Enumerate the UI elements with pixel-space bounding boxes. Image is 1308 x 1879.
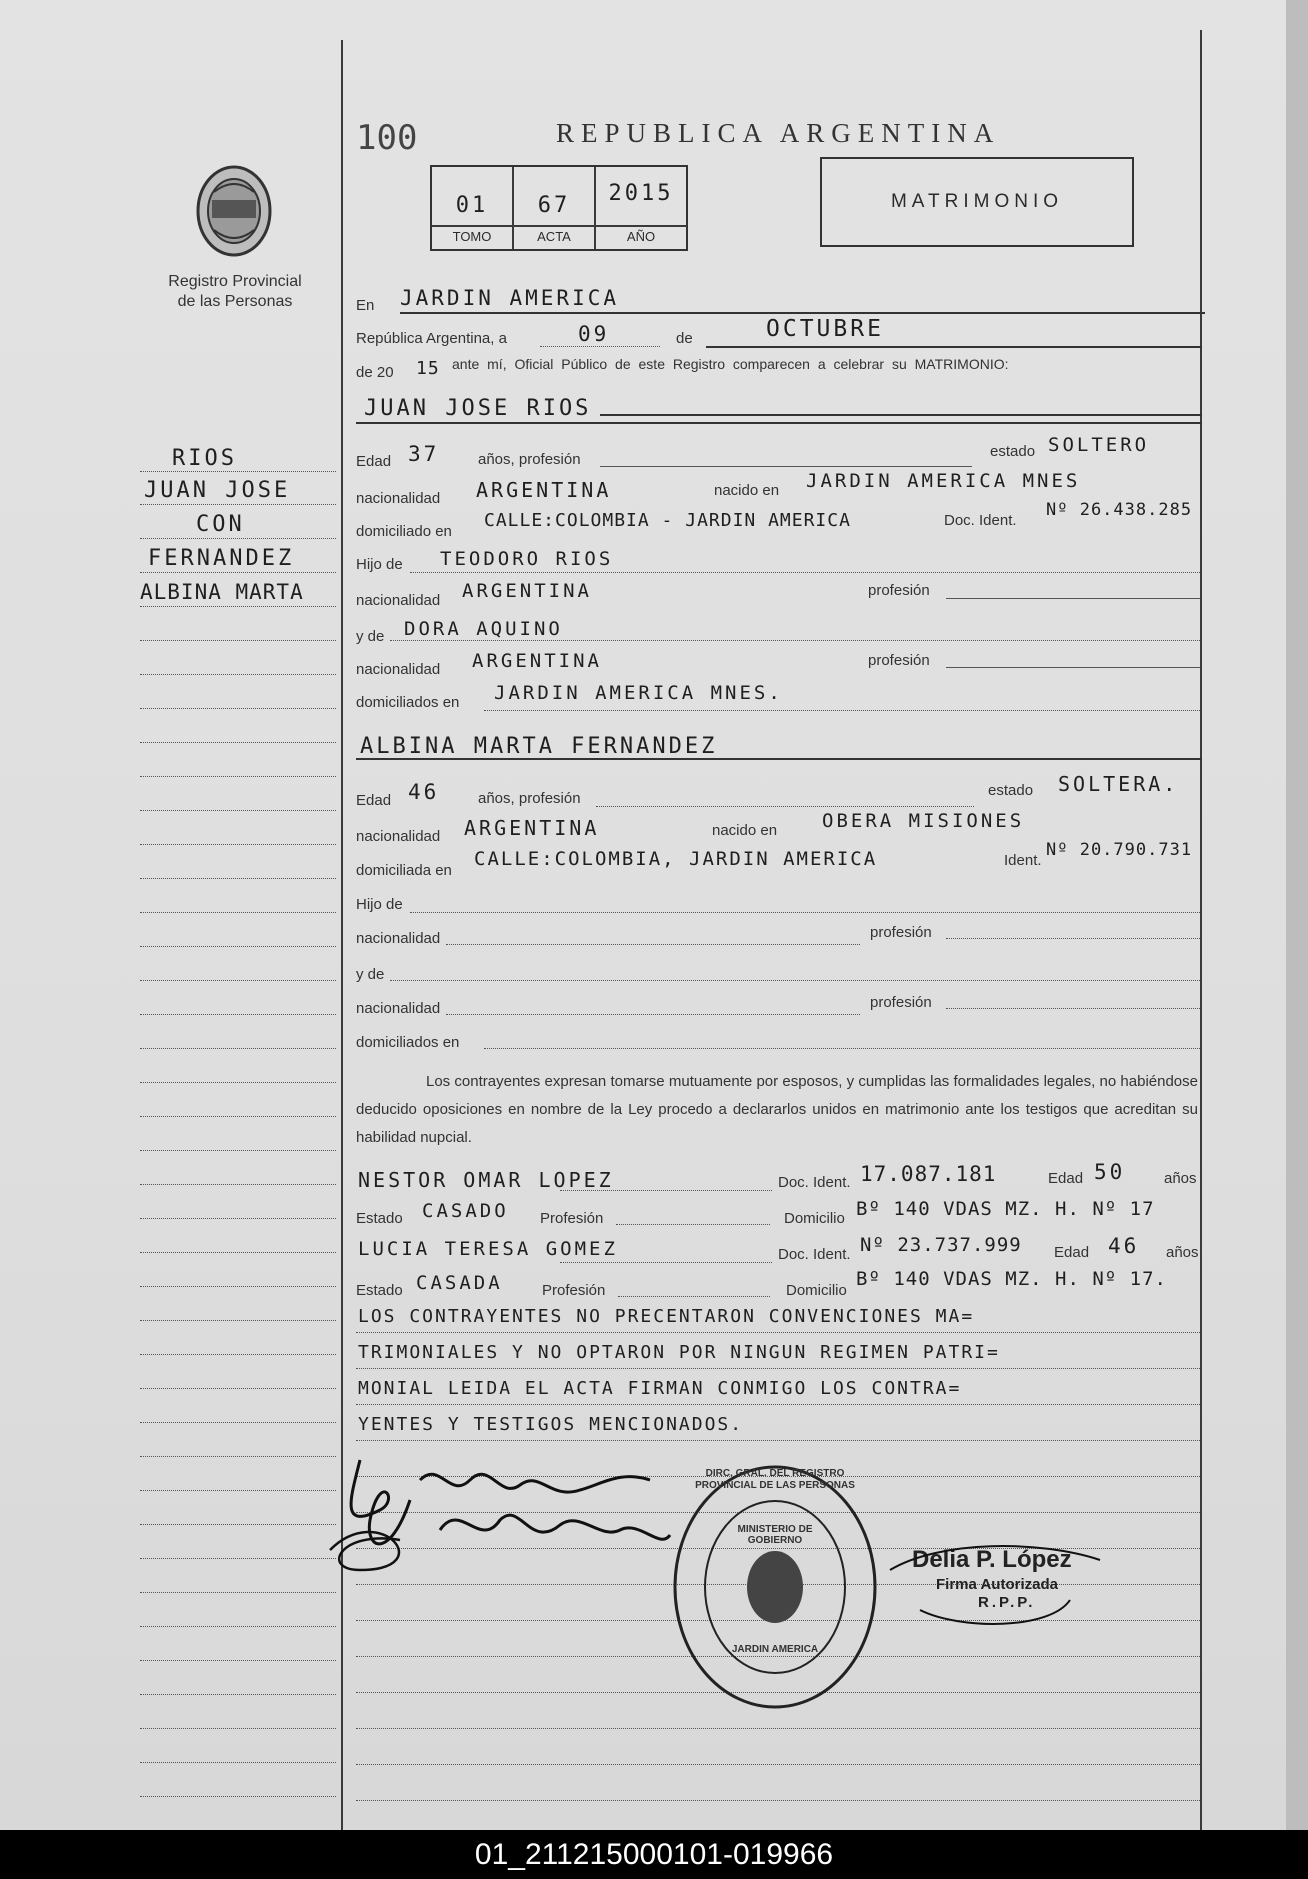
city: JARDIN AMERICA <box>400 286 620 310</box>
official-seal <box>670 1462 880 1712</box>
witness2-domicilio: Bº 140 VDAS MZ. H. Nº 17. <box>856 1268 1167 1290</box>
margin-note-1: RIOS <box>172 446 237 471</box>
witness2-estado: CASADA <box>416 1272 503 1294</box>
groom-father: TEODORO RIOS <box>440 548 614 570</box>
groom-mother: DORA AQUINO <box>404 618 563 640</box>
witness1-doc-label: Doc. Ident. <box>778 1174 851 1191</box>
groom-mother-nat: ARGENTINA <box>472 650 602 672</box>
witness2-edad-label: Edad <box>1054 1244 1090 1261</box>
seal-inner-text: MINISTERIO DE GOBIERNO <box>737 1524 813 1546</box>
bride-ident-label: Ident. <box>1004 852 1042 869</box>
official-signature <box>880 1530 1110 1640</box>
year-suffix: 15 <box>416 358 440 379</box>
right-vertical-rule <box>1200 30 1202 1830</box>
bride-hijo-label: Hijo de <box>356 896 403 913</box>
groom-name: JUAN JOSE RIOS <box>364 396 592 421</box>
year-prefix: de 20 <box>356 364 394 381</box>
tomo-acta-anio-box <box>430 165 688 251</box>
official-title: Firma Autorizada <box>936 1576 1058 1593</box>
republica-label: República Argentina, a <box>356 330 507 347</box>
bride-nacido-en: OBERA MISIONES <box>822 810 1025 832</box>
groom-mother-prof-label: profesión <box>868 652 930 669</box>
groom-domiciliado-label: domiciliado en <box>356 523 452 540</box>
intro-statement: ante mí, Oficial Público de este Registro comparecen a celebrar su MATRIMONIO: <box>452 356 1009 372</box>
official-unit: R.P.P. <box>978 1594 1036 1611</box>
bride-estado: SOLTERA. <box>1058 772 1179 796</box>
groom-father-prof-label: profesión <box>868 582 930 599</box>
page-number: 100 <box>356 118 418 158</box>
note-line-3: MONIAL LEIDA EL ACTA FIRMAN CONMIGO LOS CONTRA= <box>358 1378 962 1399</box>
groom-nacido-en: JARDIN AMERICA MNES <box>806 470 1081 492</box>
bride-anos-prof-label: años, profesión <box>478 790 581 807</box>
bride-domicilio: CALLE:COLOMBIA, JARDIN AMERICA <box>474 848 878 870</box>
margin-note-2: JUAN JOSE <box>144 478 291 503</box>
witness1-estado-label: Estado <box>356 1210 403 1227</box>
acta-label: ACTA <box>537 229 571 244</box>
witness2-anos-label: años <box>1166 1244 1199 1261</box>
witness1-profesion-label: Profesión <box>540 1210 604 1227</box>
bride-mother-prof-label: profesión <box>870 994 932 1011</box>
groom-yde-label: y de <box>356 628 385 645</box>
misiones-coat-of-arms-icon <box>192 162 276 260</box>
witness1-domicilio: Bº 140 VDAS MZ. H. Nº 17 <box>856 1198 1155 1220</box>
bride-domiciliada-label: domiciliada en <box>356 862 452 879</box>
seal-icon <box>670 1462 880 1712</box>
tomo-value: 01 <box>455 193 489 218</box>
groom-father-nat-label: nacionalidad <box>356 592 441 609</box>
de-label: de <box>676 330 693 347</box>
groom-age: 37 <box>408 442 440 466</box>
bride-doc: Nº 20.790.731 <box>1046 840 1193 860</box>
day: 09 <box>578 322 610 346</box>
groom-doc-label: Doc. Ident. <box>944 512 1017 529</box>
bride-parents-dom-label: domiciliados en <box>356 1034 460 1051</box>
witness2-doc-label: Doc. Ident. <box>778 1246 851 1263</box>
en-label: En <box>356 297 375 314</box>
groom-mother-nat-label: nacionalidad <box>356 661 441 678</box>
witness1-domicilio-label: Domicilio <box>784 1210 845 1227</box>
groom-doc: Nº 26.438.285 <box>1046 500 1193 520</box>
anio-label: AÑO <box>626 229 656 244</box>
bride-name: ALBINA MARTA FERNANDEZ <box>360 734 718 759</box>
bride-mother-nat-label: nacionalidad <box>356 1000 441 1017</box>
groom-parents-dom-label: domiciliados en <box>356 694 460 711</box>
groom-nacido-label: nacido en <box>714 482 780 499</box>
groom-parents-dom: JARDIN AMERICA MNES. <box>494 682 783 704</box>
witness2-profesion-label: Profesión <box>542 1282 606 1299</box>
witness1-estado: CASADO <box>422 1200 509 1222</box>
witness2-estado-label: Estado <box>356 1282 403 1299</box>
seal-ring-text: DIRC. GRAL. DEL REGISTRO PROVINCIAL DE LAS PERSONAS <box>695 1468 855 1491</box>
bride-nacionalidad: ARGENTINA <box>464 816 600 840</box>
bride-age: 46 <box>408 780 440 804</box>
bride-father-nat-label: nacionalidad <box>356 930 441 947</box>
month: OCTUBRE <box>766 316 884 342</box>
groom-anos-prof-label: años, profesión <box>478 451 581 468</box>
groom-nacionalidad: ARGENTINA <box>476 478 612 502</box>
witness1-age: 50 <box>1094 1160 1126 1184</box>
note-line-1: LOS CONTRAYENTES NO PRECENTARON CONVENCIONES MA= <box>358 1306 975 1327</box>
groom-father-nat: ARGENTINA <box>462 580 592 602</box>
groom-edad-label: Edad <box>356 453 392 470</box>
witness2-domicilio-label: Domicilio <box>786 1282 847 1299</box>
note-line-4: YENTES Y TESTIGOS MENCIONADOS. <box>358 1414 744 1435</box>
witness1-edad-label: Edad <box>1048 1170 1084 1187</box>
witness2-doc: Nº 23.737.999 <box>860 1234 1022 1256</box>
witness1-name: NESTOR OMAR LOPEZ <box>358 1168 614 1192</box>
bride-yde-label: y de <box>356 966 385 983</box>
groom-estado-label: estado <box>990 443 1036 460</box>
margin-note-4: FERNANDEZ <box>148 546 295 571</box>
signatures <box>320 1440 700 1580</box>
witness2-name: LUCIA TERESA GOMEZ <box>358 1238 618 1260</box>
witness2-age: 46 <box>1108 1234 1140 1258</box>
document-type: MATRIMONIO <box>890 191 1064 212</box>
margin-note-3: CON <box>196 512 245 537</box>
page-edge-shadow <box>1286 0 1308 1830</box>
anio-value: 2015 <box>608 181 674 206</box>
note-line-2: TRIMONIALES Y NO OPTARON POR NINGUN REGIMEN PATRI= <box>358 1342 1000 1363</box>
bride-edad-label: Edad <box>356 792 392 809</box>
groom-domicilio: CALLE:COLOMBIA - JARDIN AMERICA <box>484 510 851 531</box>
country-title: REPUBLICA ARGENTINA <box>556 118 1001 148</box>
document-type-box <box>820 157 1134 247</box>
official-name: Delia P. López <box>912 1546 1072 1573</box>
bride-father-prof-label: profesión <box>870 924 932 941</box>
witness1-anos-label: años <box>1164 1170 1197 1187</box>
registry-name: Registro Provincial de las Personas <box>168 273 302 310</box>
witness1-doc: 17.087.181 <box>860 1162 997 1186</box>
seal-bottom-text: JARDIN AMERICA <box>731 1644 819 1655</box>
bride-nacido-label: nacido en <box>712 822 778 839</box>
groom-nacionalidad-label: nacionalidad <box>356 490 441 507</box>
bride-estado-label: estado <box>988 782 1034 799</box>
margin-note-5: ALBINA MARTA <box>140 580 304 604</box>
declaration-text: Los contrayentes expresan tomarse mutuamente por esposos, y cumplidas las formalidades legales, no habiéndose deducido oposiciones en nombre de la Ley procedo a declararlos unidos en matrimonio ante los testigos que acreditan su habilidad nupcial. <box>356 1073 1198 1146</box>
acta-value: 67 <box>537 193 571 218</box>
groom-hijo-label: Hijo de <box>356 556 403 573</box>
tomo-label: TOMO <box>452 229 492 244</box>
footer-id: 01_211215000101-019966 <box>0 1830 1308 1879</box>
bride-nacionalidad-label: nacionalidad <box>356 828 441 845</box>
groom-estado: SOLTERO <box>1048 434 1150 456</box>
